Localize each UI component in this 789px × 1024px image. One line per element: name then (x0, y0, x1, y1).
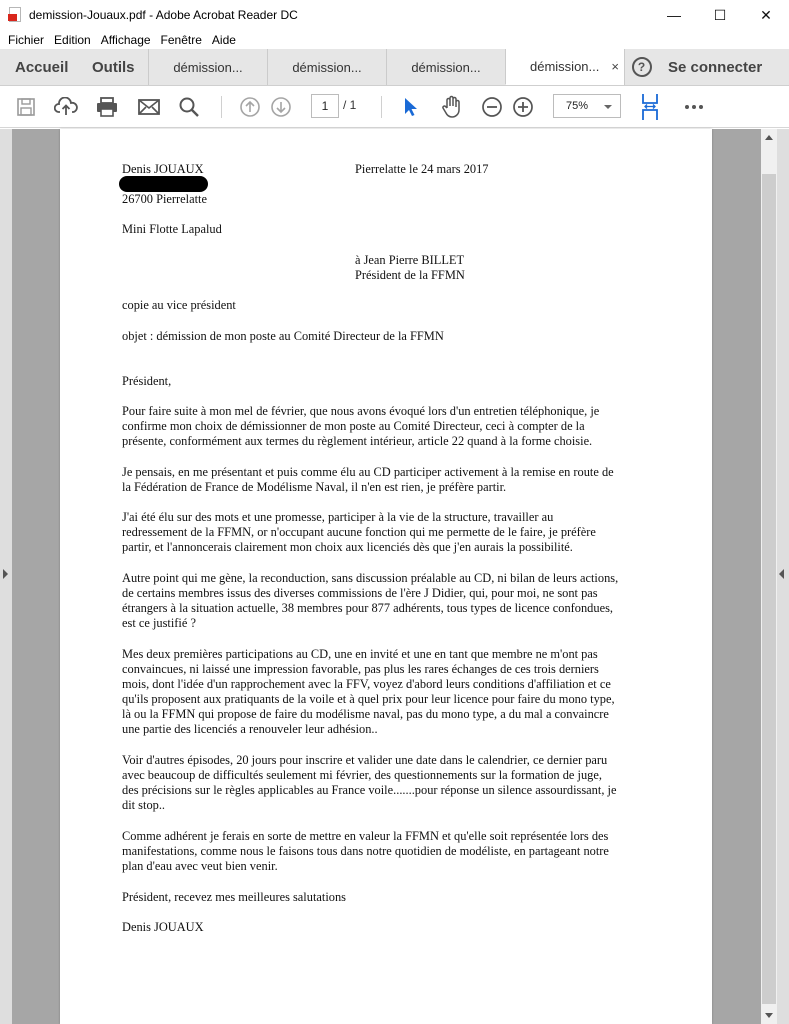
mail-icon[interactable] (136, 95, 162, 119)
signature: Denis JOUAUX (122, 920, 204, 934)
salutation: Président, (122, 374, 172, 388)
subject-line: objet : démission de mon poste au Comité Directeur de la FFMN (122, 329, 444, 343)
signin-button[interactable]: Se connecter (668, 58, 763, 76)
scrollbar-thumb[interactable] (762, 174, 776, 1004)
close-tab-icon[interactable]: × (611, 59, 619, 74)
tab-home[interactable]: Accueil (15, 58, 69, 76)
tab-document-3[interactable] (386, 49, 505, 85)
select-arrow-icon[interactable] (399, 95, 421, 119)
zoom-out-icon[interactable] (480, 95, 504, 119)
paragraph: Pour faire suite à mon mel de février, que nous avons évoqué lors d'un entretien téléphonique, je confirme mon choix de démissionner de mon poste au Comité Directeur, ceci à compter de la présente, conformément aux termes du règlement intérieur, article 22 quand à la forme choisie. (122, 404, 600, 448)
scroll-down-icon[interactable] (765, 1013, 773, 1018)
menu-affichage[interactable]: Affichage (100, 32, 151, 47)
expand-left-icon (3, 569, 8, 579)
page-total: / 1 (343, 98, 357, 112)
title-bar (0, 0, 789, 30)
toolbar (0, 86, 789, 128)
tab-document-label: démission... (173, 59, 243, 75)
place-date: Pierrelatte le 24 mars 2017 (355, 162, 489, 176)
sender-city: 26700 Pierrelatte (122, 192, 207, 206)
chevron-down-icon (604, 105, 612, 109)
more-icon[interactable] (682, 95, 706, 119)
paragraph: J'ai été élu sur des mots et une promesse, participer à la vie de la structure, travailler au redressement de la FFMN, or n'occupant aucune fonction qui me permette de le faire, je préfère partir, et l'annoncerais clairement mon choix aux licenciés dès que j'en aurais la possibilité. (122, 510, 596, 554)
paragraph: Je pensais, en me présentant et puis comme élu au CD participer activement à la remise en route de la Fédération de France de Modélisme Naval, il n'en est rien, je préfère partir. (122, 465, 614, 494)
tab-bar (0, 49, 789, 86)
tab-tools[interactable]: Outils (92, 58, 135, 76)
print-icon[interactable] (94, 95, 120, 119)
page-number-input[interactable]: 1 (311, 94, 339, 118)
toolbar-separator (221, 96, 222, 118)
sender-name: Denis JOUAUX (122, 162, 204, 176)
copy-line: copie au vice président (122, 298, 236, 312)
tab-document-2[interactable] (267, 49, 386, 85)
help-button[interactable] (624, 49, 658, 85)
recipient-line-1: à Jean Pierre BILLET (355, 253, 465, 267)
toolbar-separator (381, 96, 382, 118)
paragraph: Comme adhérent je ferais en sorte de mettre en valeur la FFMN et qu'elle soit représentée lors des manifestations, comme nous le faisons tous dans notre quotidien de modéliste, en partageant notre plan d'eau avec veut bien venir. (122, 829, 609, 873)
paragraph: Autre point qui me gène, la reconduction, sans discussion préalable au CD, ni bilan de leurs actions, de certains membres issus des diverses commissions de l'ère J Didier, qui, pour moi, ne sont pas étrangers à la situation actuelle, 38 membres pour 877 adhérents, tous types de licence confondues, est ce justifié ? (122, 571, 619, 630)
zoom-value: 75% (566, 100, 589, 112)
zoom-in-icon[interactable] (511, 95, 535, 119)
page-down-icon[interactable] (269, 95, 293, 119)
tab-document-label: démission... (292, 59, 362, 75)
tab-document-active[interactable] (505, 49, 624, 85)
menu-edition[interactable]: Edition (54, 32, 91, 47)
search-icon[interactable] (176, 95, 202, 119)
tab-document-1[interactable] (148, 49, 267, 85)
zoom-select[interactable] (553, 94, 621, 118)
tab-document-label: démission... (530, 59, 600, 74)
hand-icon[interactable] (439, 95, 465, 119)
fit-page-icon[interactable] (638, 93, 662, 121)
closing-line: Président, recevez mes meilleures salutations (122, 890, 346, 904)
menu-bar (0, 30, 789, 49)
club-name: Mini Flotte Lapalud (122, 222, 222, 236)
tab-document-label: démission... (411, 59, 481, 75)
minimize-button[interactable]: — (667, 7, 681, 23)
close-window-button[interactable]: ✕ (760, 6, 772, 23)
maximize-button[interactable]: ☐ (713, 6, 727, 23)
window-title: demission-Jouaux.pdf - Adobe Acrobat Reader DC (29, 8, 298, 22)
vertical-scrollbar[interactable] (761, 129, 777, 1024)
menu-fenetre[interactable]: Fenêtre (160, 32, 202, 47)
scroll-up-icon[interactable] (765, 135, 773, 140)
acrobat-pdf-icon (8, 7, 22, 23)
recipient-line-2: Président de la FFMN (355, 268, 465, 282)
page-up-icon[interactable] (238, 95, 262, 119)
upload-icon[interactable] (53, 95, 79, 119)
help-icon: ? (632, 57, 652, 77)
left-panel-toggle[interactable] (0, 129, 12, 1024)
expand-right-icon[interactable] (779, 569, 784, 579)
paragraph: Voir d'autres épisodes, 20 jours pour inscrire et valider une date dans le calendrier, ce dernier paru avec beaucoup de difficultés seulement mi février, des questionnements sur la formation de juge, des précisions sur le règles applicables au France voile.......pour réponse un silence assourdissant, je dit stop.. (122, 753, 617, 812)
menu-aide[interactable]: Aide (211, 32, 236, 47)
menu-fichier[interactable]: Fichier (8, 32, 45, 47)
redaction-mark (119, 176, 208, 192)
paragraph: Mes deux premières participations au CD, une en invité et une en tant que membre ne m'ont pas convaincues, ni laissé une impression favorable, pas plus les rares échanges de ces trois derniers mois, dont l'idée d'un rapprochement avec la FFV, voyez d'abord leurs conditions d'affiliation et ce qu'ils proposent aux pratiquants de la voile et à quel prix pour leur licence pour faire du mono type, là ou la FFMN qui propose de faire du modélisme naval, pas du mono type, a du mal a convaincre une partie des licenciés a renouveler leur adhésion.. (122, 647, 615, 736)
save-icon[interactable] (14, 95, 38, 119)
